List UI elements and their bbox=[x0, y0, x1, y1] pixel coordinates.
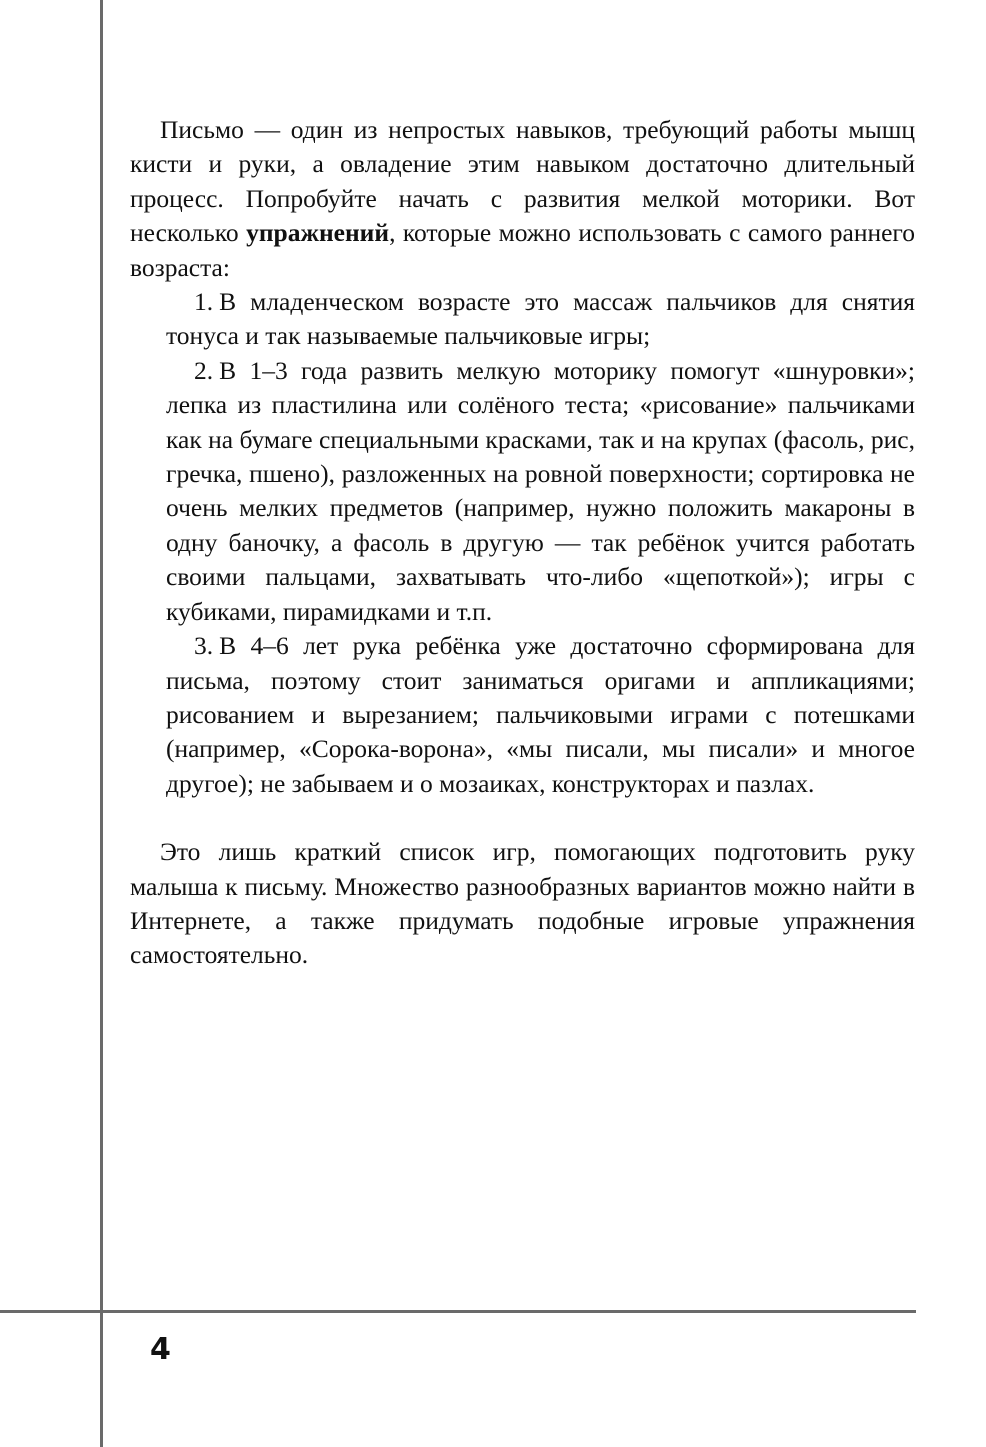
footer-rule bbox=[0, 1310, 916, 1313]
page-content bbox=[130, 113, 915, 973]
list-item-number: 1. bbox=[194, 287, 214, 317]
list-item-text: В младенческом возрасте это массаж пальчиков для снятия тонуса и так называемые пальчиковые игры; bbox=[166, 287, 915, 351]
list-item bbox=[130, 285, 915, 354]
intro-paragraph bbox=[130, 113, 915, 285]
list-item-number: 2. bbox=[194, 355, 214, 385]
list-item-number: 3. bbox=[194, 631, 214, 661]
list-item bbox=[130, 354, 915, 629]
paragraph-spacer bbox=[130, 801, 915, 835]
list-item-text: В 1–3 года развить мелкую моторику помогут «шнуровки»; лепка из пластилина или солёного теста; «рисование» пальчиками как на бумаге специальными красками, так и на крупах (фасоль, рис, гречка, пшено), разложенных на ровной поверхности; сортировка не очень мелких предметов (например, нужно положить макароны в одну баночку, а фасоль в другую — так ребёнок учится работать своими пальцами, захватывать что-либо «щепоткой»); игры с кубиками, пирамидками и т.п. bbox=[166, 355, 915, 626]
intro-emphasis: упражнений bbox=[246, 218, 390, 248]
intro-text-start: Письмо — один из непростых навыков, требующий работы мышц кисти и руки, а овладение этим навыком достаточно длительный процесс. Попробуйте начать с развития мелкой моторики. Вот несколько bbox=[130, 115, 915, 248]
list-item-text: В 4–6 лет рука ребёнка уже достаточно сформирована для письма, поэтому стоит заниматься оригами и аппликациями; рисованием и вырезанием; пальчиковыми играми с потешками (например, «Сорока-ворона», «мы писали, мы писали» и многое другое); не забываем и о мозаиках, конструкторах и пазлах. bbox=[166, 631, 915, 798]
list-item bbox=[130, 629, 915, 801]
conclusion-paragraph: Это лишь краткий список игр, помогающих подготовить руку малыша к письму. Множество разнообразных вариантов можно найти в Интернете, а также придумать подобные игровые упражнения самостоятельно. bbox=[130, 837, 915, 970]
left-margin-rule bbox=[100, 0, 103, 1447]
exercise-list bbox=[130, 285, 915, 801]
intro-text-end: , которые можно использовать с самого раннего возраста: bbox=[130, 218, 916, 282]
page-number: 4 bbox=[150, 1332, 171, 1367]
